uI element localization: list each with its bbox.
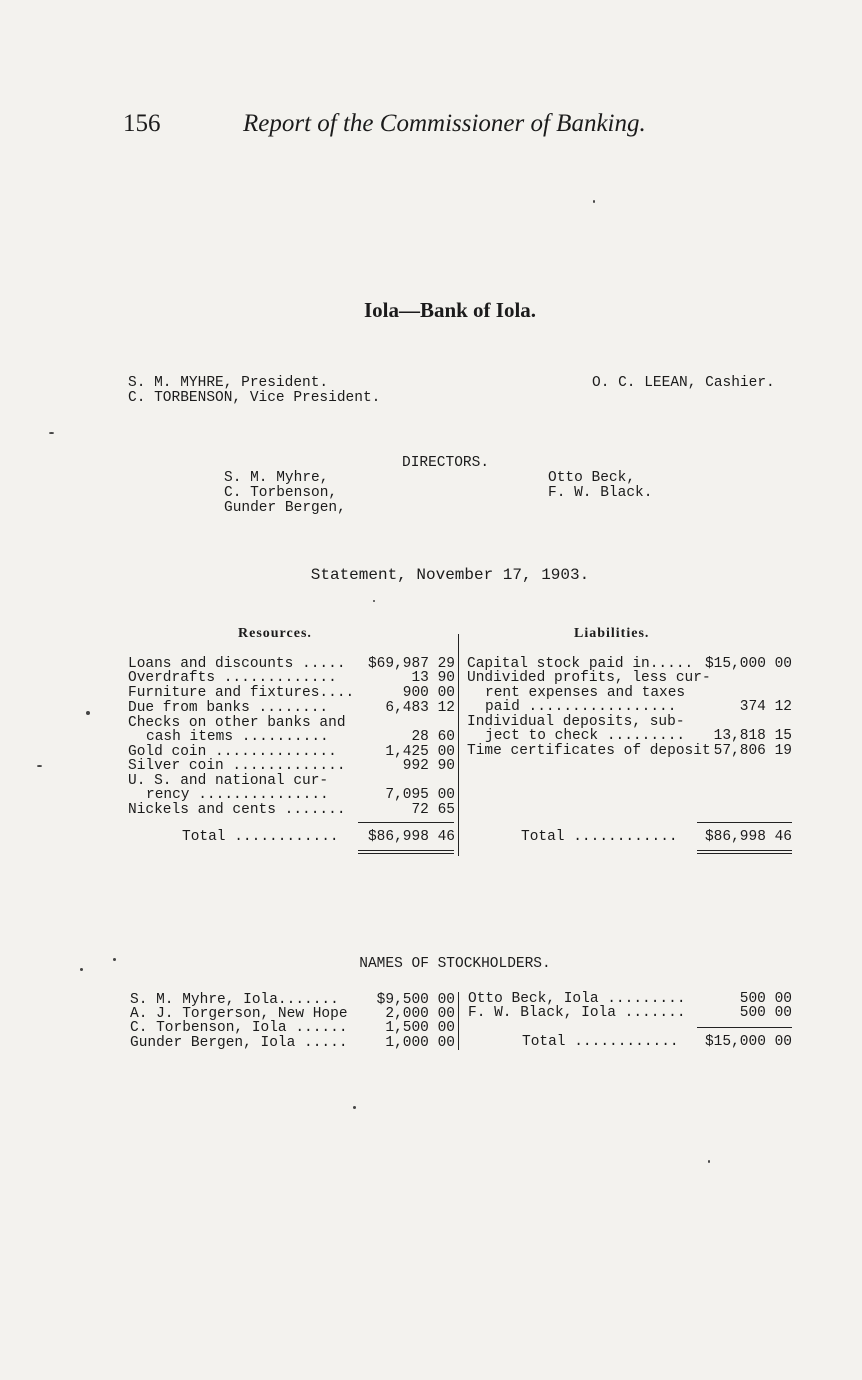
stockholder-name: C. Torbenson, Iola ...... bbox=[130, 1020, 348, 1036]
subtotal-rule bbox=[697, 1027, 792, 1028]
officer-vice-president: C. TORBENSON, Vice President. bbox=[128, 390, 381, 406]
resource-label: Gold coin .............. bbox=[128, 744, 337, 760]
liability-label: paid ................. bbox=[485, 699, 677, 715]
director-name: Otto Beck, bbox=[548, 470, 636, 486]
scan-speck bbox=[37, 765, 42, 767]
resource-label: Furniture and fixtures.... bbox=[128, 685, 355, 701]
stockholder-amount: 500 00 bbox=[739, 991, 792, 1007]
liability-label: Capital stock paid in..... bbox=[467, 656, 694, 672]
resource-label: Nickels and cents ....... bbox=[128, 802, 346, 818]
resources-heading: Resources. bbox=[238, 626, 312, 641]
resource-amount: $69,987 29 bbox=[367, 656, 455, 672]
director-name: S. M. Myhre, bbox=[224, 470, 329, 486]
subtotal-rule bbox=[358, 822, 454, 823]
resource-amount: 992 90 bbox=[402, 758, 455, 774]
page-number: 156 bbox=[123, 110, 161, 137]
officer-cashier: O. C. LEEAN, Cashier. bbox=[592, 375, 775, 391]
stockholder-name: Otto Beck, Iola ......... bbox=[468, 991, 686, 1007]
resource-amount: 900 00 bbox=[402, 685, 455, 701]
resource-label: Loans and discounts ..... bbox=[128, 656, 346, 672]
running-head: Report of the Commissioner of Banking. bbox=[243, 110, 646, 137]
total-rule bbox=[358, 853, 454, 854]
stockholder-amount: 500 00 bbox=[739, 1005, 792, 1021]
directors-heading: DIRECTORS. bbox=[402, 455, 490, 471]
resource-amount: 6,483 12 bbox=[385, 700, 455, 716]
scan-speck bbox=[113, 958, 116, 961]
liabilities-total: $86,998 46 bbox=[704, 829, 792, 845]
resource-label: rency ............... bbox=[146, 787, 329, 803]
column-divider bbox=[458, 634, 459, 856]
resource-amount: 7,095 00 bbox=[385, 787, 455, 803]
scan-speck bbox=[86, 711, 90, 715]
resource-label: Due from banks ........ bbox=[128, 700, 329, 716]
liability-amount: 374 12 bbox=[739, 699, 792, 715]
liability-amount: 13,818 15 bbox=[713, 728, 792, 744]
stockholder-amount: $9,500 00 bbox=[376, 992, 455, 1008]
stockholders-heading: NAMES OF STOCKHOLDERS. bbox=[359, 956, 551, 972]
resource-label: U. S. and national cur- bbox=[128, 773, 329, 789]
liability-label: Time certificates of deposit bbox=[467, 743, 711, 759]
resource-amount: 13 90 bbox=[411, 670, 455, 686]
scan-speck bbox=[708, 1160, 710, 1163]
director-name: F. W. Black. bbox=[548, 485, 653, 501]
stockholders-total-label: Total ............ bbox=[522, 1034, 679, 1050]
liability-label: Individual deposits, sub- bbox=[467, 714, 685, 730]
stockholder-name: Gunder Bergen, Iola ..... bbox=[130, 1035, 348, 1051]
scan-speck bbox=[80, 968, 83, 971]
liability-amount: 57,806 19 bbox=[713, 743, 792, 759]
scan-speck bbox=[593, 200, 595, 203]
stockholder-name: F. W. Black, Iola ....... bbox=[468, 1005, 686, 1021]
total-rule bbox=[697, 850, 792, 851]
scan-speck bbox=[49, 432, 54, 434]
resource-amount: 28 60 bbox=[411, 729, 455, 745]
director-name: Gunder Bergen, bbox=[224, 500, 346, 516]
director-name: C. Torbenson, bbox=[224, 485, 338, 501]
stockholders-total: $15,000 00 bbox=[704, 1034, 792, 1050]
subtotal-rule bbox=[697, 822, 792, 823]
statement-title: Statement, November 17, 1903. bbox=[310, 566, 590, 584]
stockholder-name: S. M. Myhre, Iola....... bbox=[130, 992, 339, 1008]
stockholders-divider bbox=[458, 992, 459, 1050]
resource-amount: 72 65 bbox=[411, 802, 455, 818]
stockholder-amount: 1,000 00 bbox=[385, 1035, 455, 1051]
stockholder-name: A. J. Torgerson, New Hope bbox=[130, 1006, 348, 1022]
resource-label: Overdrafts ............. bbox=[128, 670, 337, 686]
liabilities-total-label: Total ............ bbox=[521, 829, 678, 845]
liability-label: Undivided profits, less cur- bbox=[467, 670, 711, 686]
officer-president: S. M. MYHRE, President. bbox=[128, 375, 329, 391]
resource-label: Checks on other banks and bbox=[128, 715, 346, 731]
resources-total: $86,998 46 bbox=[367, 829, 455, 845]
scan-speck bbox=[353, 1106, 356, 1109]
resource-label: cash items .......... bbox=[146, 729, 329, 745]
stockholder-amount: 1,500 00 bbox=[385, 1020, 455, 1036]
liability-label: rent expenses and taxes bbox=[485, 685, 686, 701]
total-rule bbox=[358, 850, 454, 851]
resources-total-label: Total ............ bbox=[182, 829, 339, 845]
scan-speck bbox=[373, 600, 375, 602]
liability-amount: $15,000 00 bbox=[704, 656, 792, 672]
stockholder-amount: 2,000 00 bbox=[385, 1006, 455, 1022]
total-rule bbox=[697, 853, 792, 854]
resource-label: Silver coin ............. bbox=[128, 758, 346, 774]
liabilities-heading: Liabilities. bbox=[574, 626, 650, 641]
liability-label: ject to check ......... bbox=[485, 728, 686, 744]
resource-amount: 1,425 00 bbox=[385, 744, 455, 760]
bank-title: Iola—Bank of Iola. bbox=[363, 298, 537, 322]
